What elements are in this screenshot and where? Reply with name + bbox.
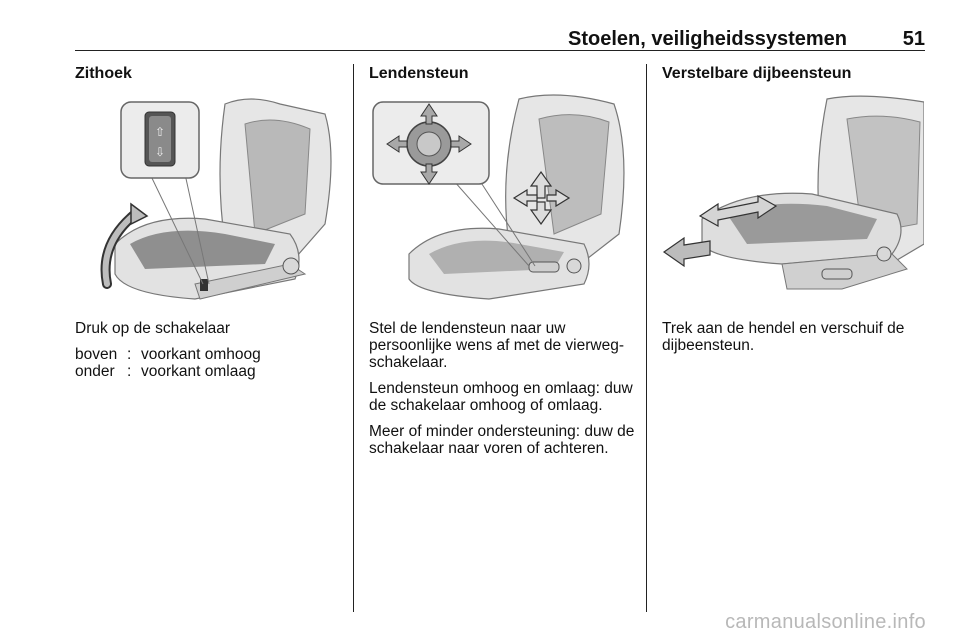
column-title: Zithoek xyxy=(75,65,132,82)
paragraph: Meer of minder ondersteuning: duw de schakelaar naar voren of achteren. xyxy=(369,423,635,457)
seat-tilt-illustration xyxy=(75,94,337,304)
lumbar-support-illustration xyxy=(369,94,631,304)
definition-row: onder : voorkant omlaag xyxy=(75,363,256,380)
column-lumbar xyxy=(369,64,639,466)
definition-row: boven : voorkant omhoog xyxy=(75,346,261,363)
watermark: carmanualsonline.info xyxy=(725,611,926,633)
column-thigh-support xyxy=(662,64,932,363)
paragraph: Trek aan de hendel en verschuif de dijbeensteun. xyxy=(662,320,905,354)
column-title: Lendensteun xyxy=(369,65,469,82)
column-divider xyxy=(646,64,647,612)
intro-text: Druk op de schakelaar xyxy=(75,320,231,337)
paragraph: Lendensteun omhoog en omlaag: duw de schakelaar omhoog of omlaag. xyxy=(369,380,633,414)
thigh-support-text xyxy=(662,320,932,354)
column-divider xyxy=(353,64,354,612)
lumbar-text xyxy=(369,320,639,457)
column-title: Verstelbare dijbeensteun xyxy=(662,65,852,82)
paragraph: Stel de lendensteun naar uw persoonlijke wens af met de vierweg-schakelaar. xyxy=(369,320,625,371)
section-title: Stoelen, veiligheidssystemen xyxy=(568,28,847,50)
page-header xyxy=(75,26,925,51)
seat-tilt-text xyxy=(75,320,345,380)
thigh-support-illustration xyxy=(662,94,924,304)
svg-text:⇧: ⇧ xyxy=(154,125,166,139)
page-number: 51 xyxy=(902,28,925,50)
svg-text:⇩: ⇩ xyxy=(154,145,166,159)
column-seat-tilt xyxy=(75,64,345,380)
